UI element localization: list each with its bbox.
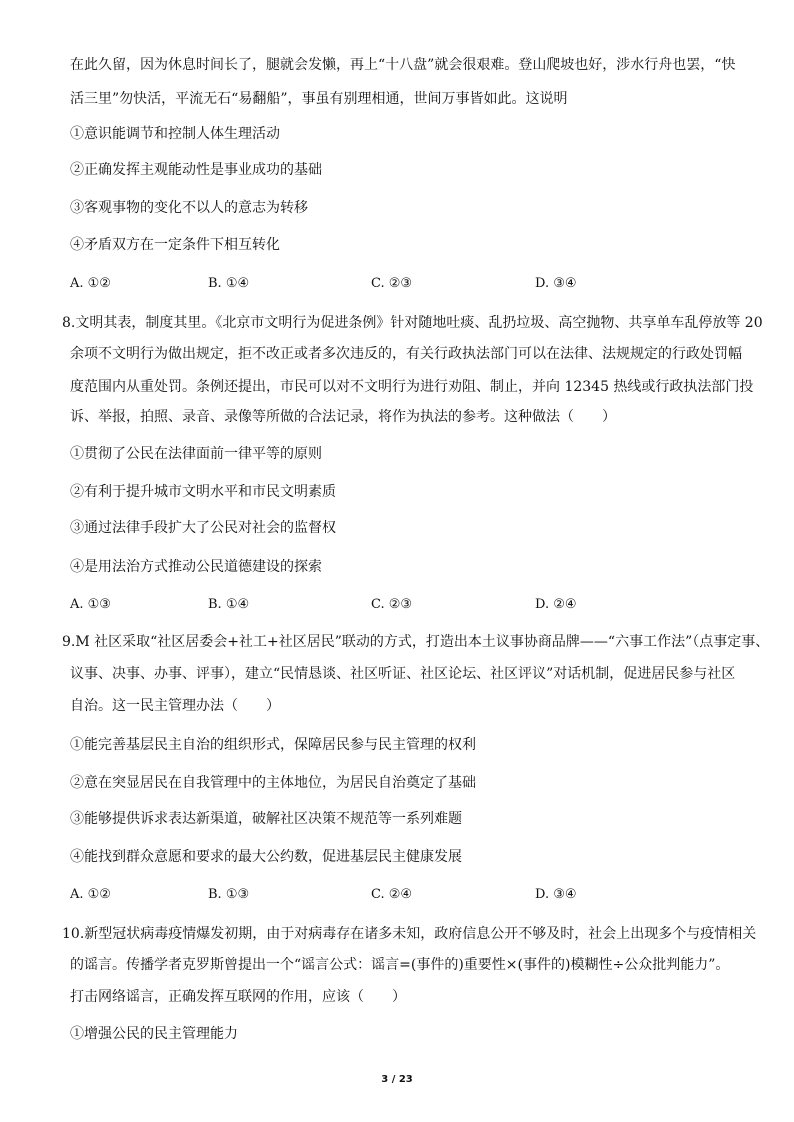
q7-item-4: ④矛盾双方在一定条件下相互转化 (70, 237, 280, 253)
q8-item-2: ②有利于提升城市文明水平和市民文明素质 (70, 484, 336, 500)
q9-stem-line-1: 9.M 社区采取“社区居委会+社工+社区居民”联动的方式，打造出本土议事协商品牌——“六事工作法”（点事定事、 (62, 634, 770, 650)
q10-stem-line-3: 打击网络谣言，正确发挥互联网的作用，应该（ ） (70, 989, 406, 1005)
q8-option-a: A. ①③ (70, 597, 111, 612)
q7-stem-line-2: 活三里”勿快活，平流无石“易翻船”，事虽有别理相通，世间万事皆如此。这说明 (70, 91, 568, 107)
q9-stem-line-3: 自治。这一民主管理办法（ ） (70, 698, 280, 714)
q7-option-a: A. ①② (70, 276, 111, 291)
q9-option-d: D. ③④ (535, 887, 577, 902)
q9-stem-line-2: 议事、决事、办事、评事），建立“民情恳谈、社区听证、社区论坛、社区评议”对话机制，促进居民参与社区 (70, 666, 736, 682)
q9-item-1: ①能完善基层民主自治的组织形式，保障居民参与民主管理的权利 (70, 737, 476, 753)
q8-item-3: ③通过法律手段扩大了公民对社会的监督权 (70, 520, 336, 536)
q8-item-4: ④是用法治方式推动公民道德建设的探索 (70, 559, 322, 575)
page-number: 3 / 23 (381, 1074, 413, 1085)
q8-option-b: B. ①④ (208, 597, 250, 612)
q8-option-c: C. ②③ (371, 597, 413, 612)
q8-stem-line-2: 余项不文明行为做出规定，拒不改正或者多次违反的，有关行政执法部门可以在法律、法规规定的行政处罚幅 (70, 346, 742, 362)
q9-option-a: A. ①② (70, 887, 111, 902)
q8-option-d: D. ②④ (535, 597, 577, 612)
q9-option-b: B. ①③ (208, 887, 250, 902)
q7-item-2: ②正确发挥主观能动性是事业成功的基础 (70, 162, 322, 178)
q8-item-1: ①贯彻了公民在法律面前一律平等的原则 (70, 446, 322, 462)
q7-option-d: D. ③④ (535, 276, 577, 291)
q7-option-b: B. ①④ (208, 276, 250, 291)
q7-item-1: ①意识能调节和控制人体生理活动 (70, 126, 280, 142)
q10-item-1: ①增强公民的民主管理能力 (70, 1026, 238, 1042)
q10-stem-line-1: 10.新型冠状病毒疫情爆发初期，由于对病毒存在诸多未知，政府信息公开不够及时，社会上出现多个与疫情相关 (62, 926, 757, 942)
q9-option-c: C. ②④ (371, 887, 413, 902)
q8-stem-line-4: 诉、举报，拍照、录音、录像等所做的合法记录，将作为执法的参考。这种做法（ ） (70, 409, 616, 425)
q7-stem-line-1: 在此久留，因为休息时间长了，腿就会发懒，再上“十八盘”就会很艰难。登山爬坡也好，涉水行舟也罢，“快 (70, 57, 736, 73)
q9-item-2: ②意在突显居民在自我管理中的主体地位，为居民自治奠定了基础 (70, 775, 476, 791)
q7-option-c: C. ②③ (371, 276, 413, 291)
q8-stem-line-1: 8.文明其表，制度其里。《北京市文明行为促进条例》针对随地吐痰、乱扔垃圾、高空抛物、共享单车乱停放等 20 (62, 315, 763, 331)
q7-item-3: ③客观事物的变化不以人的意志为转移 (70, 200, 308, 216)
q9-item-4: ④能找到群众意愿和要求的最大公约数，促进基层民主健康发展 (70, 849, 462, 865)
q9-item-3: ③能够提供诉求表达新渠道，破解社区决策不规范等一系列难题 (70, 811, 462, 827)
q10-stem-line-2: 的谣言。传播学者克罗斯曾提出一个“谣言公式：谣言=(事件的)重要性×(事件的)模糊性÷公众批判能力”。 (70, 957, 730, 973)
q8-stem-line-3: 度范围内从重处罚。条例还提出，市民可以对不文明行为进行劝阻、制止，并向 12345 热线或行政执法部门投 (70, 379, 754, 395)
